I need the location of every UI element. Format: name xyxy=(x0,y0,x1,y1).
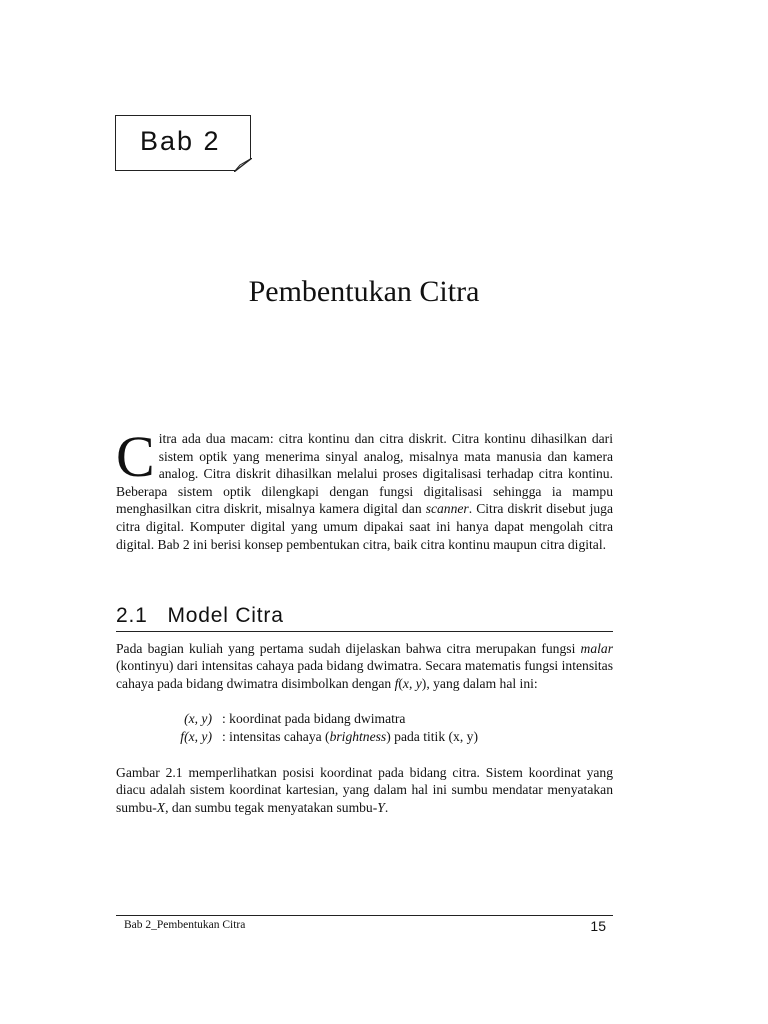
para2-axis-x: X xyxy=(156,799,166,815)
footer-running-title: Bab 2_Pembentukan Citra xyxy=(124,919,246,931)
drop-cap: C xyxy=(116,424,155,489)
definition-row xyxy=(160,728,478,746)
definition-desc: : koordinat pada bidang dwimatra xyxy=(222,711,406,726)
intro-text-tail: . Citra diskrit disebut juga citra digital. Komputer digital yang umum dipakai saat ini hanya dapat mengolah citra digital. Bab 2 ini berisi konsep pembentukan citra, baik citra kontinu maupun citra digital. xyxy=(116,501,613,552)
para1-emphasis-malar: malar xyxy=(580,641,613,656)
folded-corner-icon xyxy=(234,158,252,172)
para2-text-a: Gambar 2.1 memperlihatkan posisi koordinat pada bidang citra. Sistem koordinat yang diacu adalah sistem koordinat kartesian, yang dalam hal ini sumbu mendatar menyatakan sumbu- xyxy=(116,765,613,815)
intro-paragraph xyxy=(116,424,613,553)
para1-text-d: , xyxy=(408,675,416,691)
para1-text-a: Pada bagian kuliah yang pertama sudah dijelaskan bahwa citra merupakan fungsi xyxy=(116,641,581,656)
section-title: Model Citra xyxy=(167,604,284,627)
para1-symbol-f: f xyxy=(394,675,399,691)
para1-text-b: (kontinyu) dari intensitas cahaya pada bidang dwimatra. Secara matematis fungsi intensitas cahaya pada bidang dwimatra disimbolkan dengan xyxy=(116,658,613,691)
para1-symbol-y: y xyxy=(415,675,422,691)
chapter-label: Bab 2 xyxy=(140,126,221,156)
definition-term: f(x, y) xyxy=(180,729,212,744)
definition-desc-a: : intensitas cahaya ( xyxy=(222,729,330,744)
intro-emphasis: scanner xyxy=(425,501,469,517)
para1-symbol-x: x xyxy=(402,675,409,691)
para2-text-b: , dan sumbu tegak menyatakan sumbu- xyxy=(165,799,378,815)
section-divider xyxy=(116,631,613,632)
definition-term: (x, y) xyxy=(184,711,212,726)
section-heading xyxy=(116,604,613,628)
para1-text-e: ), yang dalam hal ini: xyxy=(421,675,538,691)
page-number: 15 xyxy=(590,918,606,934)
chapter-box xyxy=(115,115,251,171)
definition-row xyxy=(160,710,478,728)
footer-divider xyxy=(116,915,613,916)
paragraph-coordinates xyxy=(116,764,613,816)
intro-text: itra ada dua macam: citra kontinu dan citra diskrit. Citra kontinu dihasilkan dari sistem optik yang menerima sinyal analog, misalnya mata manusia dan kamera analog. Citra diskrit dihasilkan melalui proses digitalisasi terhadap citra kontinu. Beberapa sistem optik dilengkapi dengan fungsi digitalisasi sehingga ia mampu menghasilkan citra diskrit, misalnya kamera digital dan xyxy=(116,431,613,517)
definition-list xyxy=(160,710,478,746)
para2-axis-y: Y xyxy=(377,799,385,815)
section-number: 2.1 xyxy=(116,604,148,627)
para1-text-c: ( xyxy=(398,675,403,691)
definition-desc-b: ) pada titik (x, y) xyxy=(386,729,478,744)
chapter-title: Pembentukan Citra xyxy=(248,275,480,308)
definition-desc-emphasis: brightness xyxy=(329,729,387,744)
para2-text-c: . xyxy=(384,799,389,815)
definition-desc xyxy=(222,728,478,746)
paragraph-model-citra xyxy=(116,640,613,692)
